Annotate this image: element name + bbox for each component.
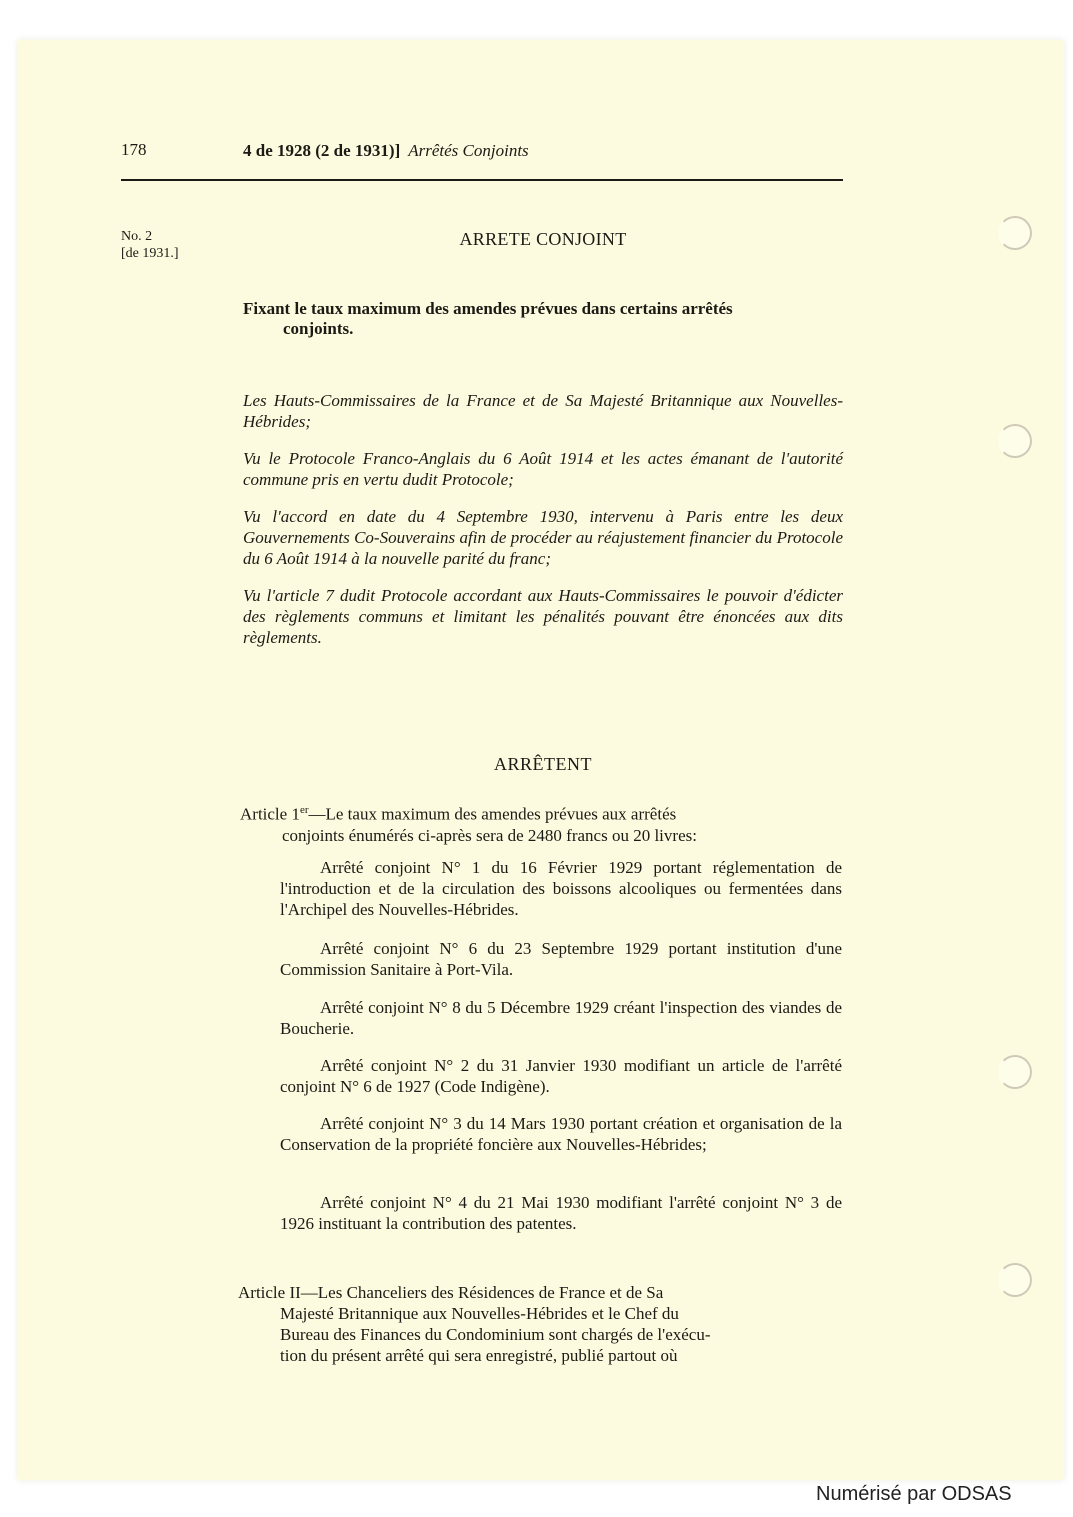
document-subject bbox=[243, 299, 843, 339]
running-header bbox=[243, 141, 529, 161]
preamble-paragraph: Vu l'article 7 dudit Protocole accordant aux Hauts-Commissaires le pouvoir d'édicter des règlements communs et limitant les pénalités pouvant être énoncées aux dits règlements. bbox=[243, 586, 843, 647]
side-note bbox=[121, 228, 179, 262]
article-2-line-4: tion du présent arrêté qui sera enregistré, publié partout où bbox=[280, 1346, 678, 1365]
list-item: Arrêté conjoint N° 3 du 14 Mars 1930 portant création et organisation de la Conservation de la propriété foncière aux Nouvelles-Hébrides; bbox=[280, 1114, 842, 1154]
binder-hole-2 bbox=[998, 424, 1032, 458]
binder-hole-3 bbox=[998, 1055, 1032, 1089]
article-1-label: Article 1 bbox=[240, 804, 300, 824]
arretent-heading: ARRÊTENT bbox=[494, 754, 592, 774]
list-item: Arrêté conjoint N° 1 du 16 Février 1929 portant réglementation de l'introduction et de la circulation des boissons alcooliques ou fermentées dans l'Archipel des Nouvelles-Hébrides. bbox=[280, 858, 842, 919]
side-note-year: [de 1931.] bbox=[121, 246, 179, 261]
article-1 bbox=[240, 800, 843, 846]
article-1-line-1: —Le taux maximum des amendes prévues aux arrêtés bbox=[308, 804, 677, 824]
binder-hole-1 bbox=[998, 216, 1032, 250]
list-item: Arrêté conjoint N° 4 du 21 Mai 1930 modifiant l'arrêté conjoint N° 3 de 1926 instituant la contribution des patentes. bbox=[280, 1193, 842, 1233]
article-2-line-3: Bureau des Finances du Condominium sont chargés de l'exécu- bbox=[280, 1325, 711, 1344]
preamble-paragraph: Vu l'accord en date du 4 Septembre 1930, intervenu à Paris entre les deux Gouvernements Co-Souverains afin de procéder au réajustement financier du Protocole du 6 Août 1914 à la nouvelle parité du franc; bbox=[243, 507, 843, 568]
document-title: ARRETE CONJOINT bbox=[459, 229, 627, 249]
running-header-bold: 4 de 1928 (2 de 1931)] bbox=[243, 141, 401, 160]
digitization-credit: Numérisé par ODSAS bbox=[816, 1483, 1012, 1505]
running-header-italic: Arrêtés Conjoints bbox=[408, 141, 529, 160]
header-rule bbox=[121, 179, 843, 181]
list-item: Arrêté conjoint N° 2 du 31 Janvier 1930 modifiant un article de l'arrêté conjoint N° 6 de 1927 (Code Indigène). bbox=[280, 1056, 842, 1096]
subject-line-2: conjoints. bbox=[283, 319, 354, 338]
article-2-line-1: Article II—Les Chanceliers des Résidences de France et de Sa bbox=[238, 1283, 664, 1302]
preamble-paragraph: Les Hauts-Commissaires de la France et de Sa Majesté Britannique aux Nouvelles-Hébrides; bbox=[243, 391, 843, 431]
article-1-line-2: conjoints énumérés ci-après sera de 2480 francs ou 20 livres: bbox=[282, 825, 697, 845]
subject-line-1: Fixant le taux maximum des amendes prévues dans certains arrêtés bbox=[243, 299, 733, 318]
preamble-paragraph: Vu le Protocole Franco-Anglais du 6 Août 1914 et les actes émanant de l'autorité commune pris en vertu dudit Protocole; bbox=[243, 449, 843, 489]
list-item: Arrêté conjoint N° 6 du 23 Septembre 1929 portant institution d'une Commission Sanitaire à Port-Vila. bbox=[280, 939, 842, 979]
list-item: Arrêté conjoint N° 8 du 5 Décembre 1929 créant l'inspection des viandes de Boucherie. bbox=[280, 998, 842, 1038]
side-note-number: No. 2 bbox=[121, 229, 153, 244]
article-2 bbox=[238, 1282, 843, 1366]
article-2-line-2: Majesté Britannique aux Nouvelles-Hébrides et le Chef du bbox=[280, 1304, 679, 1323]
binder-hole-4 bbox=[998, 1263, 1032, 1297]
page-number: 178 bbox=[121, 140, 147, 159]
article-1-sup: er bbox=[299, 804, 309, 816]
